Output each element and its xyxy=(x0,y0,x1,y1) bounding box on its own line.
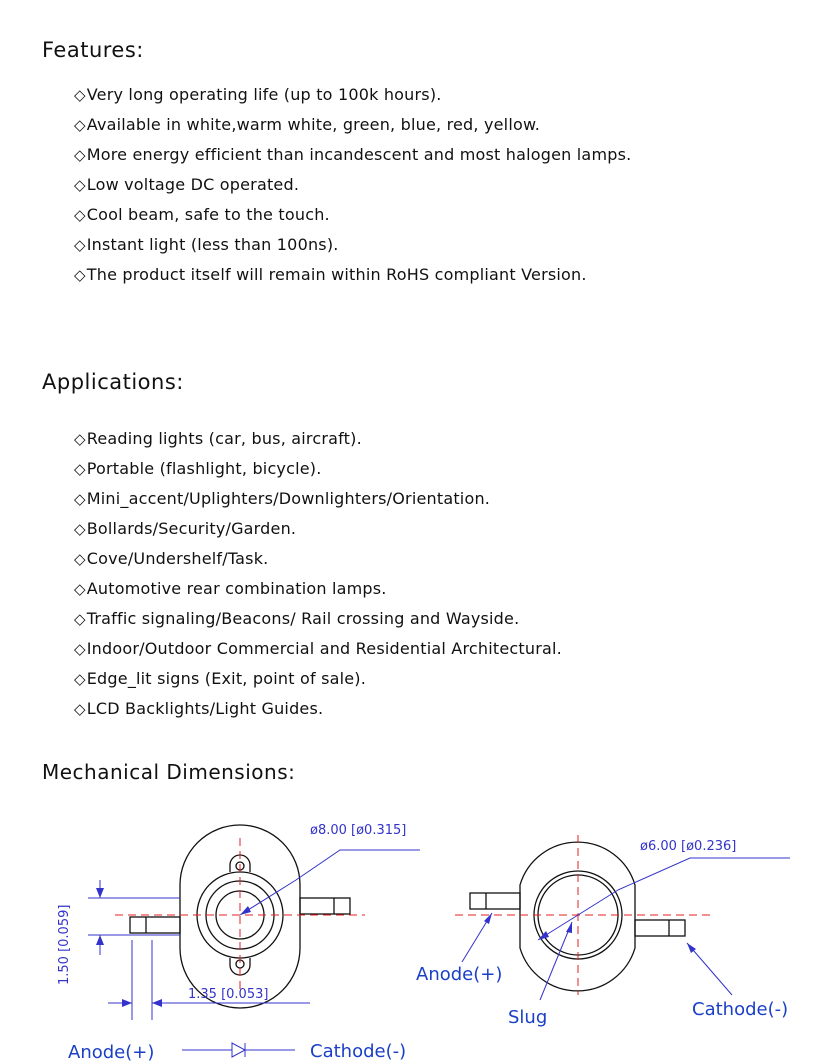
diamond-bullet-icon: ◇ xyxy=(74,206,86,224)
feature-text: The product itself will remain within RoHS compliant Version. xyxy=(86,265,587,284)
width-dim: 1.35 [0.053] xyxy=(188,987,269,1002)
diamond-bullet-icon: ◇ xyxy=(74,610,86,628)
application-text: LCD Backlights/Light Guides. xyxy=(86,699,324,718)
application-text: Traffic signaling/Beacons/ Rail crossing and Wayside. xyxy=(86,609,520,628)
feature-text: Available in white,warm white, green, blue, red, yellow. xyxy=(86,115,541,134)
feature-text: Instant light (less than 100ns). xyxy=(86,235,339,254)
list-item xyxy=(74,230,631,260)
features-title: Features: xyxy=(42,38,144,62)
dimension-arrowheads xyxy=(96,888,696,1007)
list-item xyxy=(74,454,562,484)
list-item xyxy=(74,634,562,664)
diamond-bullet-icon: ◇ xyxy=(74,236,86,254)
list-item xyxy=(74,200,631,230)
diamond-bullet-icon: ◇ xyxy=(74,490,86,508)
list-item xyxy=(74,664,562,694)
height-dim: 1.50 [0.059] xyxy=(57,904,72,985)
diamond-bullet-icon: ◇ xyxy=(74,700,86,718)
feature-text: Low voltage DC operated. xyxy=(86,175,300,194)
list-item xyxy=(74,424,562,454)
list-item xyxy=(74,604,562,634)
list-item xyxy=(74,544,562,574)
feature-text: Cool beam, safe to the touch. xyxy=(86,205,330,224)
application-text: Mini_accent/Uplighters/Downlighters/Orientation. xyxy=(86,489,491,508)
right-lead-left xyxy=(470,893,520,909)
right-lead-right xyxy=(635,920,685,936)
list-item xyxy=(74,80,631,110)
cathode-label: Cathode(-) xyxy=(692,999,789,1020)
anode-label: Anode(+) xyxy=(416,964,503,985)
features-list xyxy=(74,80,631,290)
application-text: Bollards/Security/Garden. xyxy=(86,519,297,538)
diamond-bullet-icon: ◇ xyxy=(74,176,86,194)
list-item xyxy=(74,140,631,170)
left-lead-left xyxy=(130,917,180,933)
lens-diameter-dim: ø6.00 [ø0.236] xyxy=(640,839,737,854)
symbol-cathode-label: Cathode(-) xyxy=(310,1041,407,1062)
diamond-bullet-icon: ◇ xyxy=(74,116,86,134)
left-lead-right xyxy=(300,898,350,914)
application-text: Cove/Undershelf/Task. xyxy=(86,549,269,568)
diamond-bullet-icon: ◇ xyxy=(74,520,86,538)
diode-icon xyxy=(182,1043,295,1057)
symbol-anode-label: Anode(+) xyxy=(68,1042,155,1062)
list-item xyxy=(74,260,631,290)
diamond-bullet-icon: ◇ xyxy=(74,430,86,448)
list-item xyxy=(74,694,562,724)
diamond-bullet-icon: ◇ xyxy=(74,460,86,478)
list-item xyxy=(74,110,631,140)
application-text: Edge_lit signs (Exit, point of sale). xyxy=(86,669,367,688)
diamond-bullet-icon: ◇ xyxy=(74,266,86,284)
list-item xyxy=(74,574,562,604)
application-text: Reading lights (car, bus, aircraft). xyxy=(86,429,362,448)
application-text: Automotive rear combination lamps. xyxy=(86,579,387,598)
mechanical-drawing xyxy=(0,800,830,1062)
diamond-bullet-icon: ◇ xyxy=(74,146,86,164)
applications-list xyxy=(74,424,562,724)
diamond-bullet-icon: ◇ xyxy=(74,580,86,598)
application-text: Indoor/Outdoor Commercial and Residential Architectural. xyxy=(86,639,562,658)
feature-text: More energy efficient than incandescent and most halogen lamps. xyxy=(86,145,632,164)
diamond-bullet-icon: ◇ xyxy=(74,670,86,688)
mechanical-title: Mechanical Dimensions: xyxy=(42,760,296,784)
list-item xyxy=(74,484,562,514)
list-item xyxy=(74,514,562,544)
application-text: Portable (flashlight, bicycle). xyxy=(86,459,322,478)
outer-diameter-dim: ø8.00 [ø0.315] xyxy=(310,823,407,838)
diode-symbol xyxy=(68,1041,406,1062)
diamond-bullet-icon: ◇ xyxy=(74,86,86,104)
applications-title: Applications: xyxy=(42,370,184,394)
feature-text: Very long operating life (up to 100k hours). xyxy=(86,85,442,104)
diamond-bullet-icon: ◇ xyxy=(74,640,86,658)
list-item xyxy=(74,170,631,200)
diamond-bullet-icon: ◇ xyxy=(74,550,86,568)
slug-label: Slug xyxy=(508,1007,548,1028)
